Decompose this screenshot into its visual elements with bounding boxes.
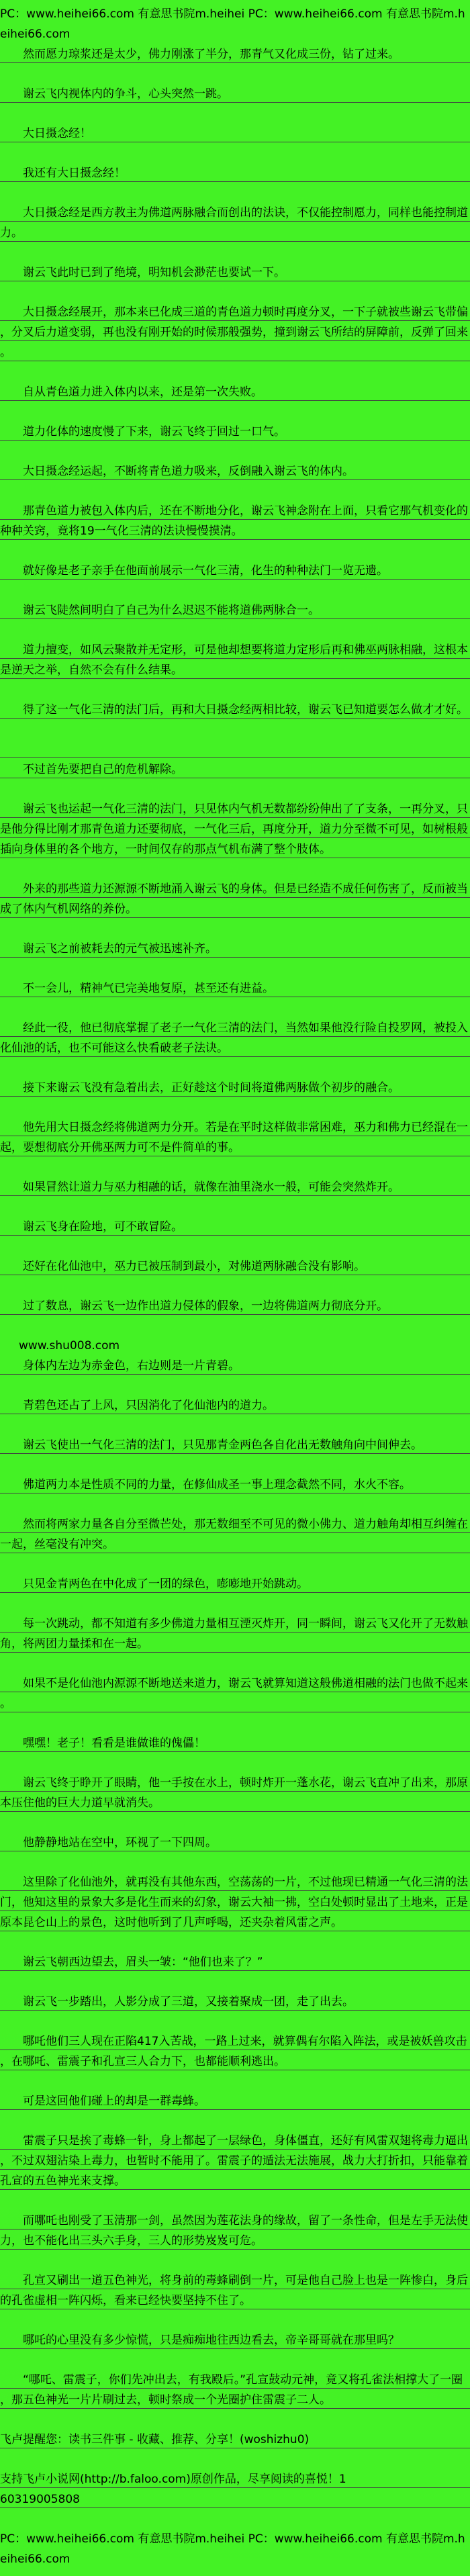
novel-paragraph: 谢云飞陡然间明白了自己为什么迟迟不能将道佛两脉合一。: [0, 600, 470, 620]
site-credit-link[interactable]: 支持飞卢小说网(http://b.faloo.com)原创作品，尽享阅读的喜悦！1: [0, 2469, 470, 2489]
chapter-text: [0, 44, 470, 2510]
novel-paragraph: 佛道两力本是性质不同的力量，在修仙成圣一事上理念截然不同，水火不容。: [0, 1475, 470, 1495]
novel-paragraph: 孔宣又刷出一道五色神光，将身前的毒蜂刷倒一片，可是他自己脸上也是一阵惨白，身后的孔雀虚相一阵闪烁，看来已经快要坚持不住了。: [0, 2270, 470, 2311]
novel-paragraph: 谢云飞朝西边望去，眉头一皱：“他们也来了？”: [0, 1952, 470, 1972]
novel-paragraph: 他先用大日摄念经将佛道两力分开。若是在平时这样做非常困难，巫力和佛力已经混在一起，要想彻底分开佛巫两力可不是件简单的事。: [0, 1117, 470, 1158]
novel-paragraph: 可是这回他们碰上的却是一群毒蜂。: [0, 2091, 470, 2111]
novel-paragraph: 只见金青两色在中化成了一团的绿色，嘭嘭地开始跳动。: [0, 1574, 470, 1594]
novel-paragraph: 还好在化仙池中，巫力已被压制到最小，对佛道两脉融合没有影响。: [0, 1256, 470, 1277]
novel-paragraph: 雷震子只是挨了毒蜂一针，身上都起了一层绿色，身体僵直，还好有风雷双翅将毒力逼出，不过双翅沾染上毒力，也暂时不能用了。雷震子的遁法无法施展，战力大打折扣，只能靠着孔宣的五色神光来支撑。: [0, 2131, 470, 2191]
footer-ad-link[interactable]: PC：www.heihei66.com 有意思书院m.heihei PC：www.heihei66.com 有意思书院m.heihei66.com: [0, 2532, 465, 2566]
novel-paragraph: 谢云飞使出一气化三清的法门，只见那青金两色各自化出无数触角向中间伸去。: [0, 1435, 470, 1455]
novel-paragraph: 过了数息，谢云飞一边作出道力侵体的假象，一边将佛道两力彻底分开。: [0, 1296, 470, 1316]
novel-paragraph: 每一次跳动，都不知道有多少佛道力量相互湮灭炸开，同一瞬间，谢云飞又化开了无数触角，将两团力量揉和在一起。: [0, 1614, 470, 1654]
novel-paragraph: 这里除了化仙池外，就再没有其他东西，空荡荡的一片，不过他现已精通一气化三清的法门，他知这里的景象大多是化生而来的幻象，谢云大袖一拂，空白处顿时显出了土地来，正是原本昆仑山上的景色，这时他听到了几声呼喝，还夹杂着风雷之声。: [0, 1872, 470, 1933]
novel-paragraph: 大日摄念经展开，那本来已化成三道的青色道力顿时再度分叉，一下子就被些谢云飞带偏，分叉后力道变弱，再也没有刚开始的时候那般强势，撞到谢云飞所结的屏障前，反弹了回来。: [0, 302, 470, 363]
novel-paragraph: 他静静地站在空中，环视了一下四周。: [0, 1833, 470, 1853]
reader-reminder: 飞卢提醒您：读书三件事 - 收藏、推荐、分享！(woshizhu0): [0, 2430, 470, 2450]
novel-paragraph: 然而将两家力量各自分至微芒处，那无数细至不可见的微小佛力、道力触角却相互纠缠在一起，丝毫没有冲突。: [0, 1514, 470, 1555]
novel-paragraph: 不过首先要把自己的危机解除。: [0, 760, 470, 780]
novel-paragraph: 如果不是化仙池内源源不断地送来道力，谢云飞就算知道这般佛道相融的法门也做不起来。: [0, 1673, 470, 1714]
novel-paragraph: 那青色道力被包入体内后，还在不断地分化，谢云飞神念附在上面，只看它那气机变化的种种关窍，竟将19一气化三清的法诀慢慢摸清。: [0, 501, 470, 541]
novel-paragraph: 我还有大日摄念经！: [0, 163, 470, 183]
novel-paragraph: 得了这一气化三清的法门后，再和大日摄念经两相比较，谢云飞已知道要怎么做才才好。: [0, 700, 470, 720]
novel-paragraph: 身体内左边为赤金色，右边则是一片青碧。: [0, 1356, 470, 1376]
inline-ad-link[interactable]: www.shu008.com: [19, 1339, 120, 1352]
novel-paragraph: 自从青色道力进入体内以来，还是第一次失败。: [0, 382, 470, 402]
novel-paragraph: 接下来谢云飞没有急着出去，正好趁这个时间将道佛两脉做个初步的融合。: [0, 1078, 470, 1098]
novel-paragraph: 不一会儿，精神气已完美地复原，甚至还有进益。: [0, 978, 470, 999]
novel-paragraph: 嘿嘿！老子！看看是谁做谁的傀儡！: [0, 1733, 470, 1753]
novel-reader-page: [0, 4, 470, 2569]
novel-paragraph: 道力擅变，如风云聚散并无定形，可是他却想要将道力定形后再和佛巫两脉相融，这根本是逆天之举，自然不会有什么结果。: [0, 640, 470, 680]
novel-paragraph: 谢云飞此时已到了绝境，明知机会渺茫也要试一下。: [0, 263, 470, 283]
novel-paragraph: 如果冒然让道力与巫力相融的话，就像在油里浇水一般，可能会突然炸开。: [0, 1177, 470, 1197]
novel-paragraph: 哪吒他们三人现在正陷417入苦战，一路上过来，就算偶有尔陷入阵法，或是被妖兽攻击，在哪吒、雷震子和孔宣三人合力下，也都能顺利逃出。: [0, 2031, 470, 2072]
novel-paragraph: 谢云飞内视体内的争斗，心头突然一跳。: [0, 84, 470, 104]
novel-paragraph: 然而愿力琼浆还是太少，佛力刚涨了半分，那青气又化成三份，钻了过来。: [0, 44, 470, 64]
novel-paragraph: 道力化体的速度慢了下来，谢云飞终于回过一口气。: [0, 422, 470, 442]
novel-paragraph: 谢云飞也运起一气化三清的法门，只见体内气机无数都纷纷伸出了了支条，一再分叉，只是他分得比刚才那青色道力还要彻底，一气化三后，再度分开，道力分至微不可见，如树根般插向身体里的各个地方，一时间仅存的那点气机布满了整个肢体。: [0, 799, 470, 860]
book-id: 60319005808: [0, 2489, 470, 2510]
novel-paragraph: 青碧色还占了上风，只因消化了化仙池内的道力。: [0, 1395, 470, 1416]
novel-paragraph: 外来的那些道力还源源不断地涌入谢云飞的身体。但是已经造不成任何伤害了，反而被当成了体内气机网络的养份。: [0, 879, 470, 919]
novel-paragraph: 而哪吒也刚受了玉清那一剑，虽然因为莲花法身的缘故，留了一条性命，但是左手无法使力，也不能化出三头六手身，三人的形势岌岌可危。: [0, 2211, 470, 2251]
novel-paragraph: 大日摄念经是西方教主为佛道两脉融合而创出的法诀，不仅能控制愿力，同样也能控制道力。: [0, 203, 470, 243]
blank-ruled-line: [0, 739, 470, 760]
novel-paragraph: 谢云飞之前被耗去的元气被迅速补齐。: [0, 939, 470, 959]
novel-paragraph: 谢云飞终于睁开了眼睛，他一手按在水上，顿时炸开一蓬水花，谢云飞直冲了出来，那原本压住他的巨大力道早就消失。: [0, 1773, 470, 1813]
novel-paragraph: “哪吒、雷震子，你们先冲出去，有我殿后。”孔宣鼓动元神，竟又将孔雀法相撑大了一圈，那五色神光一片片刷过去，顿时祭成一个光圈护住雷震子二人。: [0, 2370, 470, 2410]
novel-paragraph: 谢云飞身在险地，可不敢冒险。: [0, 1217, 470, 1237]
novel-paragraph: 就好像是老子亲手在他面前展示一气化三清，化生的种种法门一览无遗。: [0, 561, 470, 581]
header-ad-link[interactable]: PC：www.heihei66.com 有意思书院m.heihei PC：www.heihei66.com 有意思书院m.heihei66.com: [0, 7, 465, 41]
novel-paragraph: 哪吒的心里没有多少惊慌，只是痴痴地往西边看去，帝辛哥哥就在那里吗？: [0, 2330, 470, 2350]
novel-paragraph: 经此一役，他已彻底掌握了老子一气化三清的法门，当然如果他没行险自投罗网，被投入化仙池的话，也不可能这么快看破老子法诀。: [0, 1018, 470, 1058]
novel-paragraph: 大日摄念经运起，不断将青色道力吸来，反倒融入谢云飞的体内。: [0, 461, 470, 481]
novel-paragraph: 谢云飞一步踏出，人影分成了三道，又接着聚成一团，走了出去。: [0, 1992, 470, 2012]
novel-paragraph: 大日摄念经！: [0, 124, 470, 144]
